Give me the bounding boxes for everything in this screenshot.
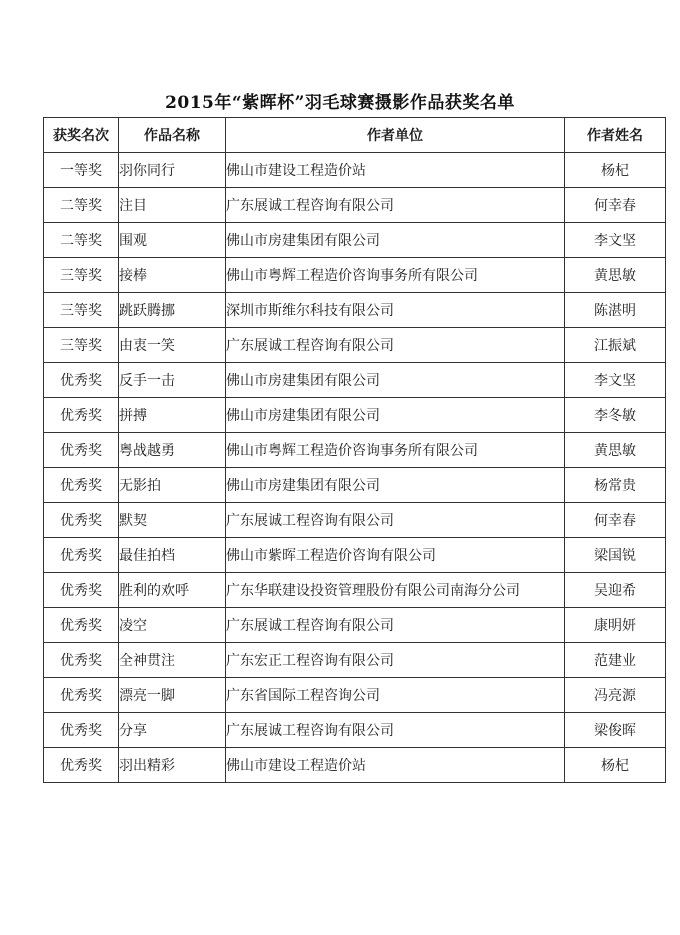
- cell-work: 无影拍: [119, 468, 226, 503]
- cell-award: 优秀奖: [44, 678, 119, 713]
- table-row: [44, 643, 666, 678]
- document-title: 2015年“紫晖杯”羽毛球赛摄影作品获奖名单: [165, 93, 515, 113]
- cell-unit: 佛山市粤辉工程造价咨询事务所有限公司: [226, 258, 565, 293]
- cell-author: 杨杞: [565, 153, 666, 188]
- cell-award: 优秀奖: [44, 748, 119, 783]
- header-unit: 作者单位: [226, 118, 565, 153]
- cell-author: 杨常贵: [565, 468, 666, 503]
- cell-award: 优秀奖: [44, 713, 119, 748]
- cell-unit: 佛山市房建集团有限公司: [226, 398, 565, 433]
- cell-work: 凌空: [119, 608, 226, 643]
- cell-unit: 广东展诚工程咨询有限公司: [226, 328, 565, 363]
- cell-unit: 佛山市建设工程造价站: [226, 153, 565, 188]
- cell-work: 拼搏: [119, 398, 226, 433]
- cell-work: 全神贯注: [119, 643, 226, 678]
- table-row: [44, 363, 666, 398]
- cell-work: 羽出精彩: [119, 748, 226, 783]
- cell-author: 陈湛明: [565, 293, 666, 328]
- cell-work: 羽你同行: [119, 153, 226, 188]
- table-row: [44, 188, 666, 223]
- cell-author: 黄思敏: [565, 433, 666, 468]
- cell-author: 李文坚: [565, 363, 666, 398]
- cell-unit: 佛山市房建集团有限公司: [226, 223, 565, 258]
- cell-award: 优秀奖: [44, 398, 119, 433]
- table-row: [44, 293, 666, 328]
- cell-author: 梁国锐: [565, 538, 666, 573]
- cell-work: 注目: [119, 188, 226, 223]
- table-row: [44, 153, 666, 188]
- cell-unit: 广东展诚工程咨询有限公司: [226, 188, 565, 223]
- cell-author: 冯亮源: [565, 678, 666, 713]
- table-row: [44, 748, 666, 783]
- table-row: [44, 538, 666, 573]
- cell-unit: 深圳市斯维尔科技有限公司: [226, 293, 565, 328]
- cell-work: 粤战越勇: [119, 433, 226, 468]
- table-header-row: [44, 118, 666, 153]
- header-work: 作品名称: [119, 118, 226, 153]
- table-row: [44, 328, 666, 363]
- cell-award: 优秀奖: [44, 433, 119, 468]
- cell-work: 接棒: [119, 258, 226, 293]
- cell-unit: 广东展诚工程咨询有限公司: [226, 713, 565, 748]
- cell-work: 漂亮一脚: [119, 678, 226, 713]
- cell-award: 优秀奖: [44, 573, 119, 608]
- cell-author: 何幸春: [565, 188, 666, 223]
- cell-unit: 广东展诚工程咨询有限公司: [226, 503, 565, 538]
- cell-award: 优秀奖: [44, 503, 119, 538]
- cell-unit: 佛山市紫晖工程造价咨询有限公司: [226, 538, 565, 573]
- cell-work: 跳跃腾挪: [119, 293, 226, 328]
- cell-award: 三等奖: [44, 258, 119, 293]
- header-author: 作者姓名: [565, 118, 666, 153]
- header-award: 获奖名次: [44, 118, 119, 153]
- cell-work: 胜利的欢呼: [119, 573, 226, 608]
- cell-author: 范建业: [565, 643, 666, 678]
- cell-unit: 佛山市粤辉工程造价咨询事务所有限公司: [226, 433, 565, 468]
- cell-author: 何幸春: [565, 503, 666, 538]
- table-row: [44, 678, 666, 713]
- table-row: [44, 433, 666, 468]
- cell-award: 一等奖: [44, 153, 119, 188]
- cell-award: 优秀奖: [44, 468, 119, 503]
- cell-award: 二等奖: [44, 188, 119, 223]
- cell-work: 围观: [119, 223, 226, 258]
- table-row: [44, 608, 666, 643]
- table-row: [44, 573, 666, 608]
- cell-work: 分享: [119, 713, 226, 748]
- cell-award: 三等奖: [44, 293, 119, 328]
- table-row: [44, 398, 666, 433]
- cell-author: 黄思敏: [565, 258, 666, 293]
- table-row: [44, 258, 666, 293]
- cell-author: 梁俊晖: [565, 713, 666, 748]
- cell-award: 优秀奖: [44, 643, 119, 678]
- cell-award: 优秀奖: [44, 608, 119, 643]
- table-row: [44, 713, 666, 748]
- cell-unit: 广东省国际工程咨询公司: [226, 678, 565, 713]
- cell-unit: 佛山市建设工程造价站: [226, 748, 565, 783]
- cell-unit: 佛山市房建集团有限公司: [226, 468, 565, 503]
- table-row: [44, 468, 666, 503]
- cell-unit: 广东展诚工程咨询有限公司: [226, 608, 565, 643]
- cell-award: 优秀奖: [44, 538, 119, 573]
- cell-author: 康明妍: [565, 608, 666, 643]
- cell-author: 李冬敏: [565, 398, 666, 433]
- cell-award: 二等奖: [44, 223, 119, 258]
- awards-table: [43, 117, 666, 783]
- cell-award: 优秀奖: [44, 363, 119, 398]
- cell-unit: 广东华联建设投资管理股份有限公司南海分公司: [226, 573, 565, 608]
- table-row: [44, 223, 666, 258]
- cell-author: 吴迎希: [565, 573, 666, 608]
- cell-work: 最佳拍档: [119, 538, 226, 573]
- cell-author: 李文坚: [565, 223, 666, 258]
- cell-work: 默契: [119, 503, 226, 538]
- cell-work: 由衷一笑: [119, 328, 226, 363]
- cell-unit: 佛山市房建集团有限公司: [226, 363, 565, 398]
- table-row: [44, 503, 666, 538]
- cell-author: 江振斌: [565, 328, 666, 363]
- cell-unit: 广东宏正工程咨询有限公司: [226, 643, 565, 678]
- cell-award: 三等奖: [44, 328, 119, 363]
- cell-author: 杨杞: [565, 748, 666, 783]
- cell-work: 反手一击: [119, 363, 226, 398]
